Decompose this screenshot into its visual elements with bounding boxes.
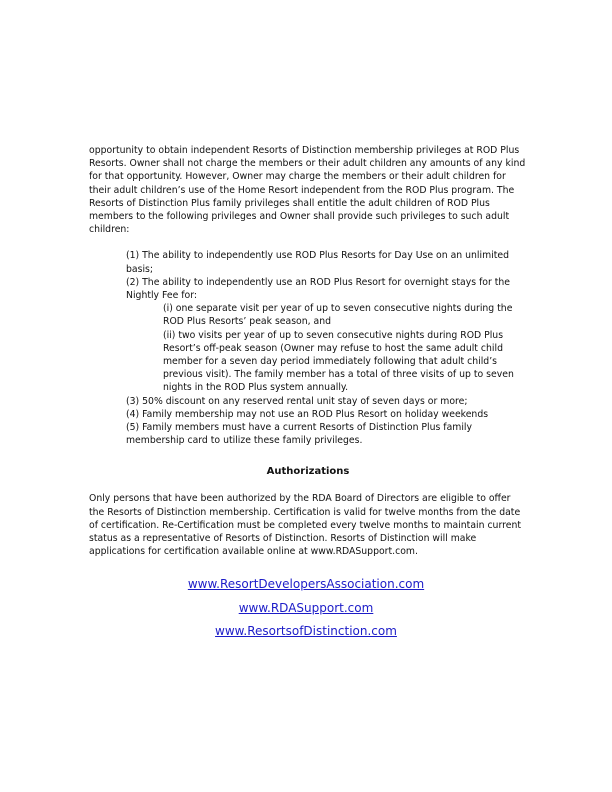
rda-support-link[interactable]: www.RDASupport.com [238,600,374,615]
privilege-item-5: (5) Family members must have a current Resorts of Distinction Plus family membership card to utilize these family privileges. [126,422,473,447]
resort-developers-association-link[interactable]: www.ResortDevelopersAssociation.com [187,577,425,591]
document-body [89,144,527,558]
privilege-item-2: (2) The ability to independently use an ROD Plus Resort for overnight stays for the Nightly Fee for: [126,276,511,302]
authorizations-paragraph: Only persons that have been authorized by the RDA Board of Directors are eligible to offer the Resorts of Distinction membership. Certification is valid for twelve months from the date of certification. Re-Certification must be completed every twelve months to maintain current status as a representative of Resorts of Distinction. Resorts of Distinction will make applications for certification available online at www.RDASupport.com. [89,493,521,558]
footer-links [0,577,612,648]
privilege-subitem-ii: (ii) two visits per year of up to seven consecutive nights during ROD Plus Resort’s off-peak season (Owner may refuse to host the same adult child member for a seven day period immediately following that adult child’s previous visit). The family member has a total of three visits of up to seven nights in the ROD Plus system annually. [163,329,514,394]
privilege-item-1: (1) The ability to independently use ROD Plus Resorts for Day Use on an unlimited basis; [126,250,509,275]
resorts-of-distinction-link[interactable]: www.ResortsofDistinction.com [215,624,397,638]
privilege-subitem-i: (i) one separate visit per year of up to seven consecutive nights during the ROD Plus Resorts’ peak season, and [163,303,513,328]
privilege-item-3: (3) 50% discount on any reserved rental unit stay of seven days or more; [126,395,468,407]
privilege-item-4: (4) Family membership may not use an ROD Plus Resort on holiday weekends [126,408,489,420]
privileges-list [126,249,527,447]
authorizations-heading: Authorizations [266,466,350,478]
intro-paragraph: opportunity to obtain independent Resorts of Distinction membership privileges at ROD Plus Resorts. Owner shall not charge the members or their adult children any amounts of any kind for that opportunity. However, Owner may charge the members or their adult children for their adult children’s use of the Home Resort independent from the ROD Plus program. The Resorts of Distinction Plus family privileges shall entitle the adult children of ROD Plus members to the following privileges and Owner shall provide such privileges to such adult children: [89,145,526,236]
